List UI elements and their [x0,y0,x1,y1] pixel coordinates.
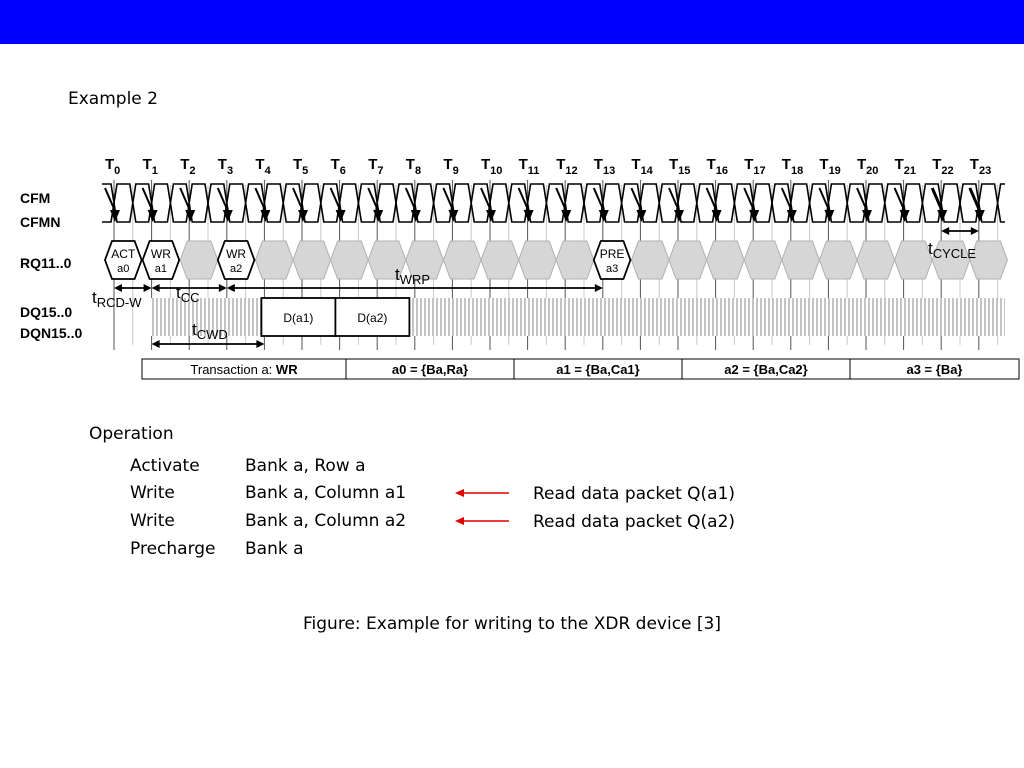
op-note: Read data packet Q(a2) [533,512,736,532]
clock-label: $T_{17}$ [744,156,766,177]
rq-empty-slot [180,241,218,279]
op-command: Activate [130,456,200,476]
arrowhead-icon [152,340,160,348]
op-target: Bank a [245,539,304,559]
clock-label: $T_{13}$ [593,156,616,177]
clock-label: $T_2$ [180,156,196,177]
op-command: Write [130,483,175,503]
signal-label-cfmn: CFMN [20,214,61,230]
t-wrp-label: $t_{WRP}$ [395,265,431,287]
op-target: Bank a, Row a [245,456,366,476]
clock-label: $T_{18}$ [781,156,804,177]
t-cycle-label: $t_{CYCLE}$ [928,239,977,261]
arrowhead-icon [114,284,122,292]
arrowhead-icon [144,284,152,292]
op-command: Precharge [130,539,216,559]
rq-packet-label: WR [150,247,171,261]
rq-packet-sub: a3 [605,263,619,275]
rq-empty-slot [669,241,707,279]
op-target: Bank a, Column a1 [245,483,407,503]
rq-packet-label: ACT [111,247,136,261]
clock-label: $T_{10}$ [481,156,503,177]
op-target: Bank a, Column a2 [245,511,407,531]
arrowhead-icon [219,284,227,292]
clock-label: $T_{20}$ [857,156,879,177]
rq-empty-slot [293,241,331,279]
rq-packet-sub: a2 [229,263,243,275]
clock-label: $T_{23}$ [969,156,992,177]
clock-label: $T_1$ [142,156,158,177]
arrowhead-icon [971,227,979,235]
op-command: Write [130,511,175,531]
signal-label-rq: RQ11..0 [20,255,72,271]
arrow-left-icon [455,516,509,526]
rq-empty-slot [331,241,369,279]
rq-empty-slot [556,241,594,279]
rq-empty-slot [631,241,669,279]
op-note: Read data packet Q(a1) [533,484,736,504]
rq-empty-slot [255,241,293,279]
arrowhead-icon [227,284,235,292]
clock-label: $T_{16}$ [706,156,729,177]
clock-label: $T_{19}$ [819,156,841,177]
transaction-cell: a0 = {Ba,Ra} [391,362,469,377]
rq-empty-slot [782,241,820,279]
clock-label: $T_{12}$ [556,156,578,177]
arrowhead-icon [152,284,160,292]
clock-label: $T_4$ [255,156,271,177]
cfmn-waveform [102,184,1005,222]
rq-packet-label: WR [226,247,247,261]
cfm-waveform [102,184,1005,222]
clock-label: $T_{11}$ [518,156,540,177]
t-rcd-w-label: $t_{RCD-W}$ [92,288,142,310]
clock-label: $T_9$ [443,156,459,177]
rq-empty-slot [519,241,557,279]
clock-label: $T_8$ [405,156,422,177]
arrowhead-icon [941,227,949,235]
clock-label: $T_{15}$ [669,156,691,177]
rq-packet-label: PRE [599,247,625,261]
rq-packet-sub: a0 [117,263,130,275]
rq-empty-slot [443,241,481,279]
figure-caption: Figure: Example for writing to the XDR device [3] [303,614,721,634]
clock-label: $T_{14}$ [631,156,653,177]
transaction-cell: a2 = {Ba,Ca2} [724,362,808,377]
dq-data-label: D(a2) [357,311,388,325]
example-title: Example 2 [68,89,158,109]
clock-label: $T_0$ [105,156,121,177]
dq-data-label: D(a1) [283,311,314,325]
clock-label: $T_3$ [217,156,234,177]
rq-packet-sub: a1 [154,263,168,275]
rq-empty-slot [481,241,519,279]
signal-label-cfm: CFM [20,190,51,206]
rq-empty-slot [819,241,857,279]
rq-empty-slot [895,241,933,279]
transaction-label: Transaction a: WR [190,362,298,377]
clock-label: $T_7$ [368,156,384,177]
signal-label-dq: DQ15..0 [20,304,73,320]
rq-empty-slot [744,241,782,279]
t-cwd-label: $t_{CWD}$ [192,320,228,342]
operation-heading: Operation [89,424,174,444]
clock-label: $T_6$ [330,156,346,177]
arrowhead-icon [256,340,264,348]
clock-label: $T_5$ [293,156,309,177]
arrow-left-icon [455,488,509,498]
transaction-cell: a1 = {Ba,Ca1} [556,362,640,377]
arrowhead-icon [595,284,603,292]
clock-label: $T_{21}$ [894,156,917,177]
rq-empty-slot [707,241,745,279]
transaction-cell: a3 = {Ba} [906,362,963,377]
signal-label-dqn: DQN15..0 [20,325,83,341]
rq-empty-slot [857,241,895,279]
clock-label: $T_{22}$ [932,156,954,177]
t-cc-label: $t_{CC}$ [176,283,200,305]
